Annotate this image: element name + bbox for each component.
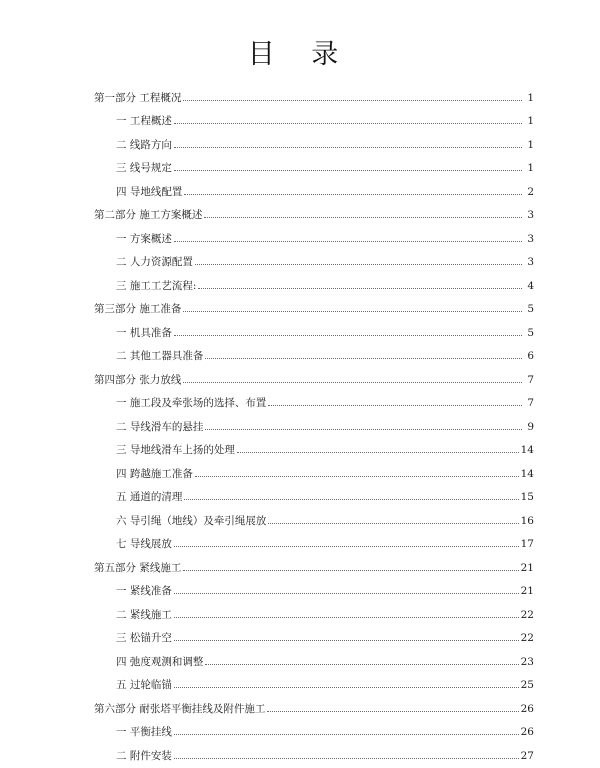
dot-leader	[195, 475, 519, 477]
toc-subsection-entry[interactable]	[0, 670, 600, 694]
toc-entry-label: 二 其他工器具准备	[116, 350, 204, 362]
toc-entry-label: 一 平衡挂线	[116, 726, 172, 738]
dot-leader	[184, 193, 522, 195]
toc-entry-label: 二 导线滑车的悬挂	[116, 420, 204, 433]
toc-subsection-entry[interactable]	[0, 435, 600, 459]
toc-page-number: 3	[527, 209, 534, 221]
toc-subsection-entry[interactable]	[0, 270, 600, 294]
toc-subsection-entry[interactable]	[0, 411, 600, 435]
dot-leader	[195, 263, 522, 265]
toc-page-number: 27	[520, 749, 534, 762]
toc-entry-label: 一 工程概述	[116, 115, 172, 127]
dot-leader	[174, 334, 522, 336]
toc-page-number: 21	[520, 585, 534, 597]
dot-leader	[174, 733, 519, 735]
toc-page-number: 4	[527, 279, 534, 292]
toc-page-number: 5	[527, 303, 534, 315]
toc-page-number: 1	[527, 115, 534, 127]
toc-page-number: 2	[527, 185, 534, 198]
dot-leader	[204, 216, 522, 218]
toc-entry-label: 第六部分 耐张塔平衡挂线及附件施工	[94, 702, 266, 715]
toc-entry-label: 二 人力资源配置	[116, 256, 193, 268]
toc-page-number: 1	[527, 91, 534, 104]
toc-page-number: 5	[527, 326, 534, 339]
toc-entry-label: 三 松锚升空	[116, 632, 172, 644]
toc-subsection-entry[interactable]	[0, 106, 600, 130]
toc-entry-label: 第五部分 紧线施工	[94, 561, 182, 574]
toc-page-number: 1	[527, 138, 534, 151]
toc-page-number: 7	[527, 397, 534, 409]
toc-page-number: 1	[527, 162, 534, 174]
dot-leader	[184, 498, 518, 500]
toc-subsection-entry[interactable]	[0, 482, 600, 506]
toc-entry-label: 一 紧线准备	[116, 585, 172, 597]
toc-entry-label: 第三部分 施工准备	[94, 303, 182, 315]
toc-entry-label: 五 通道的清理	[116, 491, 183, 503]
toc-entry-label: 第四部分 张力放线	[94, 373, 182, 386]
toc-section-entry[interactable]	[0, 82, 600, 106]
toc-page-number: 26	[520, 702, 534, 715]
toc-entry-label: 一 机具准备	[116, 326, 172, 339]
toc-subsection-entry[interactable]	[0, 388, 600, 412]
toc-entry-label: 三 线号规定	[116, 162, 172, 174]
toc-subsection-entry[interactable]	[0, 505, 600, 529]
toc-entry-label: 第二部分 施工方案概述	[94, 209, 203, 221]
dot-leader	[237, 451, 519, 453]
toc-subsection-entry[interactable]	[0, 599, 600, 623]
dot-leader	[267, 710, 518, 712]
toc-section-entry[interactable]	[0, 294, 600, 318]
dot-leader	[268, 404, 522, 406]
toc-page-number: 22	[520, 632, 534, 644]
toc-section-entry[interactable]	[0, 693, 600, 717]
toc-page-number: 14	[520, 467, 534, 480]
toc-subsection-entry[interactable]	[0, 247, 600, 271]
toc-page-number: 26	[520, 726, 534, 738]
toc-section-entry[interactable]	[0, 200, 600, 224]
dot-leader	[205, 663, 518, 665]
toc-subsection-entry[interactable]	[0, 576, 600, 600]
dot-leader	[205, 428, 522, 430]
toc-page-number: 6	[527, 350, 534, 362]
dot-leader	[174, 146, 522, 148]
toc-subsection-entry[interactable]	[0, 458, 600, 482]
toc-subsection-entry[interactable]	[0, 176, 600, 200]
toc-title: 目 录	[247, 39, 353, 70]
toc-entry-label: 四 跨越施工准备	[116, 467, 193, 480]
toc-entry-label: 六 导引绳（地线）及牵引绳展放	[116, 514, 267, 527]
toc-page-number: 25	[520, 679, 534, 691]
toc-entry-label: 二 紧线施工	[116, 608, 172, 621]
toc-subsection-entry[interactable]	[0, 223, 600, 247]
dot-leader	[174, 639, 519, 641]
toc-entry-label: 一 施工段及牵张场的选择、布置	[116, 397, 267, 409]
dot-leader	[205, 357, 522, 359]
dot-leader	[183, 381, 522, 383]
toc-page-number: 17	[520, 538, 534, 550]
toc-page-number: 3	[527, 232, 534, 245]
toc-entry-label: 第一部分 工程概况	[94, 91, 182, 104]
dot-leader	[174, 122, 522, 124]
toc-page-number: 16	[520, 514, 534, 527]
dot-leader	[174, 686, 519, 688]
toc-subsection-entry[interactable]	[0, 129, 600, 153]
toc-subsection-entry[interactable]	[0, 623, 600, 647]
toc-entry-label: 二 线路方向	[116, 138, 172, 151]
dot-leader	[183, 569, 518, 571]
toc-subsection-entry[interactable]	[0, 153, 600, 177]
toc-section-entry[interactable]	[0, 364, 600, 388]
dot-leader	[174, 757, 519, 759]
dot-leader	[198, 287, 522, 289]
toc-page-number: 22	[520, 608, 534, 621]
toc-subsection-entry[interactable]	[0, 646, 600, 670]
dot-leader	[183, 310, 522, 312]
dot-leader	[174, 592, 519, 594]
toc-subsection-entry[interactable]	[0, 529, 600, 553]
dot-leader	[183, 99, 522, 101]
toc-entry-label: 一 方案概述	[116, 232, 172, 245]
toc-subsection-entry[interactable]	[0, 717, 600, 741]
toc-page-number: 21	[520, 561, 534, 574]
dot-leader	[174, 545, 519, 547]
toc-section-entry[interactable]	[0, 552, 600, 576]
toc-entry-label: 七 导线展放	[116, 538, 172, 550]
toc-page-number: 14	[520, 444, 534, 456]
toc-page-number: 23	[520, 655, 534, 668]
toc-entry-label: 四 弛度观测和调整	[116, 655, 204, 668]
toc-entry-label: 三 施工工艺流程:	[116, 279, 197, 292]
table-of-contents	[0, 82, 600, 764]
toc-page-number: 15	[520, 491, 534, 503]
dot-leader	[174, 616, 519, 618]
toc-subsection-entry[interactable]	[0, 317, 600, 341]
toc-entry-label: 三 导地线滑车上扬的处理	[116, 444, 235, 456]
toc-entry-label: 二 附件安装	[116, 749, 172, 762]
toc-page-number: 9	[527, 420, 534, 433]
dot-leader	[174, 169, 522, 171]
toc-entry-label: 五 过轮临锚	[116, 679, 172, 691]
toc-subsection-entry[interactable]	[0, 341, 600, 365]
toc-page-number: 7	[527, 373, 534, 386]
toc-page-number: 3	[527, 256, 534, 268]
toc-subsection-entry[interactable]	[0, 740, 600, 764]
dot-leader	[268, 522, 518, 524]
toc-entry-label: 四 导地线配置	[116, 185, 183, 198]
dot-leader	[174, 240, 522, 242]
